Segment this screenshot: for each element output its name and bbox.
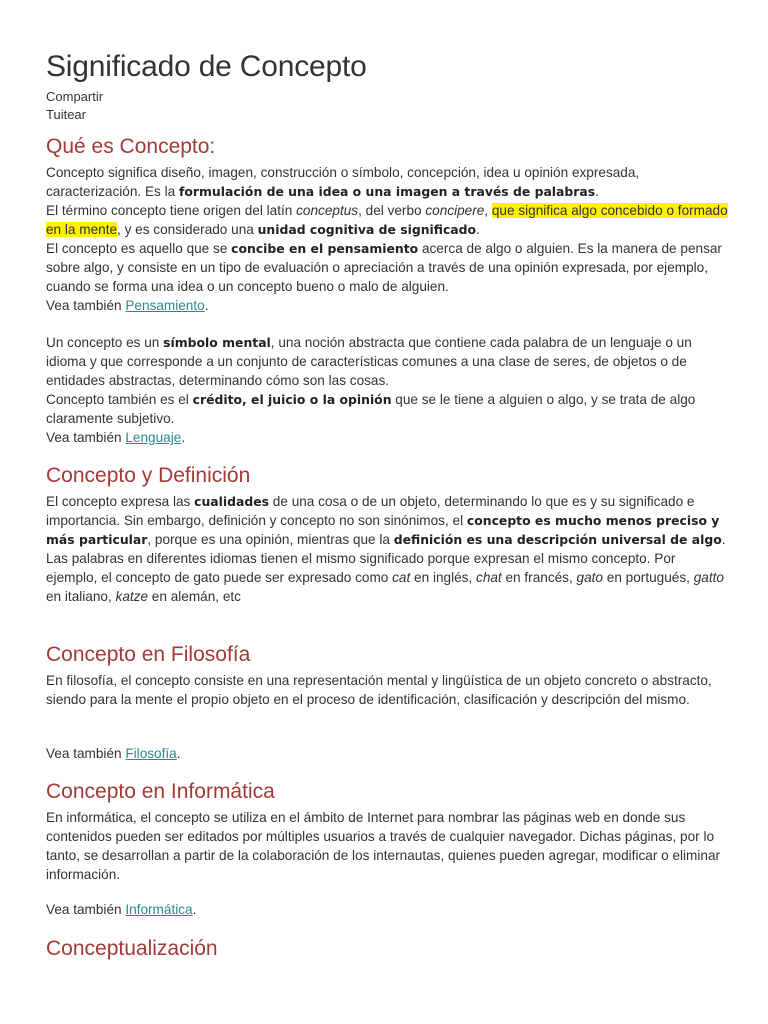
heading-concepto-en-informatica: Concepto en Informática [46,780,275,803]
section-definicion-body [46,492,730,606]
heading-conceptualizacion: Conceptualización [46,937,218,960]
heading-concepto-y-definicion: Concepto y Definición [46,464,251,487]
link-pensamiento[interactable]: Pensamiento [125,298,205,313]
section-que-es-body-2 [46,333,730,447]
see-also-pensamiento: Vea también Pensamiento. [46,298,209,313]
paragraph-concebir: El concepto es aquello que se concibe en el pensamiento acerca de algo o alguien. Es la manera de pensar sobre algo, y consiste en un tipo de evaluación o apreciación a través de una opinión expresada, por ejemplo, cuando se forma una idea o un concepto bueno o malo de alguien. [46,241,722,294]
tuitear-link[interactable]: Tuitear [46,107,86,122]
paragraph-simbolo-mental: Un concepto es un símbolo mental, una noción abstracta que contiene cada palabra de un lenguaje o un idioma y que corresponde a un conjunto de características comunes a una clase de seres, de objetos o de entidades abstractas, determinando cómo son las cosas. [46,335,692,388]
section-que-es-body [46,163,730,315]
link-filosofia[interactable]: Filosofía [125,746,177,761]
see-also-filosofia: Vea también Filosofía. [46,746,181,761]
paragraph-filosofia: En filosofía, el concepto consiste en una representación mental y lingüística de un objeto concreto o abstracto, siendo para la mente el propio objeto en el proceso de identificación, clasificación y descripción del mismo. [46,673,712,707]
heading-que-es-concepto: Qué es Concepto: [46,135,216,158]
link-informatica[interactable]: Informática [125,902,193,917]
page-title: Significado de Concepto [46,50,367,83]
paragraph-cualidades: El concepto expresa las cualidades de una cosa o de un objeto, determinando lo que es y su significado e importancia. Sin embargo, definición y concepto no son sinónimos, el concepto es mucho menos preciso y más particular, porque es una opinión, mientras que la definición es una descripción universal de algo. [46,494,726,547]
paragraph-idiomas: Las palabras en diferentes idiomas tienen el mismo significado porque expresan el mismo concepto. Por ejemplo, el concepto de gato puede ser expresado como cat en inglés, chat en francés, gato en portugués, gatto en italiano, katze en alemán, etc [46,551,724,604]
paragraph-credito: Concepto también es el crédito, el juicio o la opinión que se le tiene a alguien o algo, y se trata de algo claramente subjetivo. [46,392,696,426]
paragraph-etymology: El término concepto tiene origen del latín conceptus, del verbo concipere, que significa algo concebido o formado en la mente, y es considerado una unidad cognitiva de significado. [46,203,728,237]
link-lenguaje[interactable]: Lenguaje [125,430,182,445]
share-links [46,88,103,124]
compartir-link[interactable]: Compartir [46,89,104,104]
see-also-lenguaje: Vea también Lenguaje. [46,430,186,445]
paragraph-informatica: En informática, el concepto se utiliza en el ámbito de Internet para nombrar las páginas web en donde sus contenidos pueden ser editados por múltiples usuarios a través de cualquier navegador. Dichas páginas, por lo tanto, se desarrollan a partir de la colaboración de los internautas, quienes pueden agregar, modificar o eliminar información. [46,810,721,882]
see-also-informatica: Vea también Informática. [46,902,197,917]
paragraph-definition: Concepto significa diseño, imagen, construcción o símbolo, concepción, idea u opinión expresada, caracterización. Es la formulación de una idea o una imagen a través de palabras. [46,165,640,199]
heading-concepto-en-filosofia: Concepto en Filosofía [46,643,251,666]
highlighted-text: que significa algo concebido o formado en la mente [46,203,728,237]
